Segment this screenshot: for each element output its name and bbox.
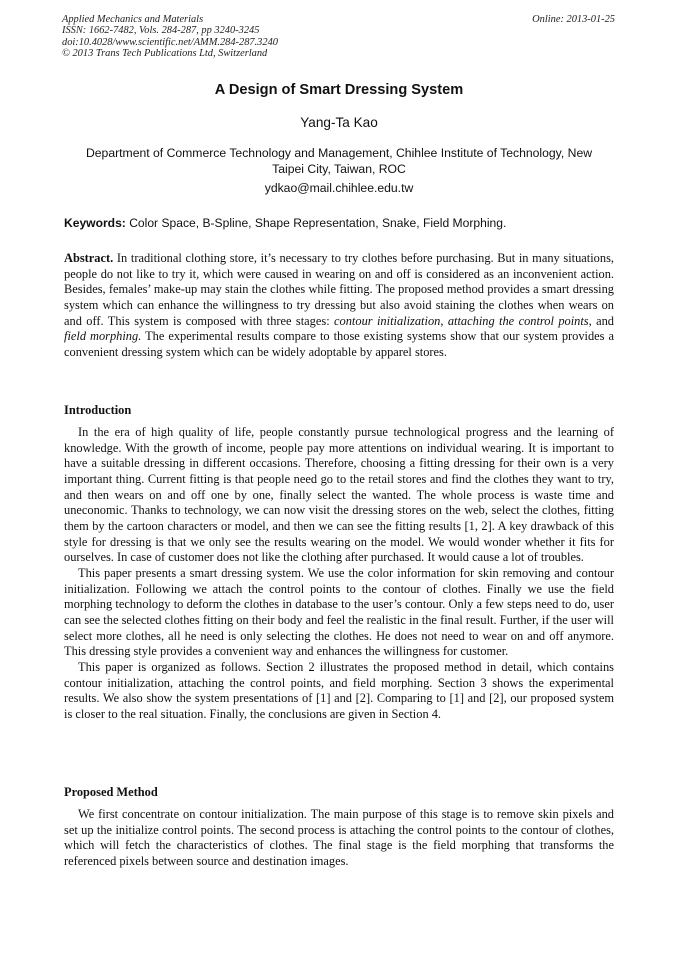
author-affiliation: Department of Commerce Technology and Management, Chihlee Institute of Technology, New Taipei City, Taiwan, ROC xyxy=(85,146,593,176)
abstract-text: The experimental results compare to those existing systems show that our system provides a convenient dressing system which can be widely adoptable by apparel stores. xyxy=(64,329,614,359)
abstract-stage-1: contour initialization xyxy=(334,313,441,328)
abstract-stage-3: field morphing. xyxy=(64,329,142,344)
abstract xyxy=(64,251,614,361)
journal-doi: doi:10.4028/www.scientific.net/AMM.284-287.3240 xyxy=(62,36,278,48)
author-name: Yang-Ta Kao xyxy=(300,115,378,130)
abstract-sep: , and xyxy=(588,313,614,328)
proposed-method-body xyxy=(64,807,614,870)
keywords-label: Keywords: xyxy=(64,216,126,230)
online-date: Online: 2013-01-25 xyxy=(532,14,615,25)
journal-name: Applied Mechanics and Materials xyxy=(62,14,204,25)
section-heading-proposed-method: Proposed Method xyxy=(64,785,158,799)
body-paragraph: This paper is organized as follows. Section 2 illustrates the proposed method in detail, which contains contour initialization, attaching the control points, and field morphing. Section 3 shows the experimental results. We also show the system presentations of [1] and [2]. Comparing to [1] and [2], our proposed system is closer to the real situation. Finally, the conclusions are given in Section 4. xyxy=(64,659,614,721)
abstract-stage-2: attaching the control points xyxy=(447,313,589,328)
abstract-sep: , xyxy=(440,313,448,328)
abstract-label: Abstract. xyxy=(64,251,114,265)
keywords-text: Color Space, B-Spline, Shape Representation, Snake, Field Morphing. xyxy=(125,216,507,230)
keywords xyxy=(64,216,615,231)
body-paragraph: In the era of high quality of life, people constantly pursue technological progress and the learning of knowledge. With the growth of income, people pay more attentions on individual wearing. It is important to have a suitable dressing in different occasions. Therefore, choosing a fitting dressing for their own is a very important thing. Current fitting is that people need go to the retail stores and find the clothes they want to try, and then wears on and off one by one, finally select the wanted. The whole process is waste time and uneconomic. Thanks to technology, we can now visit the dressing stores on the web, select the clothes, fitting them by the cartoon characters or model, and then we can see the fitting results [1, 2]. A key drawback of this style for dressing is that we only see the results wearing on the model. We would wonder whether it fits for ourselves. In case of customer does not like the clothing after purchased. It would cause a lot of troubles. xyxy=(64,425,614,565)
journal-header xyxy=(62,14,615,60)
author-email: ydkao@mail.chihlee.edu.tw xyxy=(264,181,414,195)
section-heading-introduction: Introduction xyxy=(64,403,132,417)
journal-issn: ISSN: 1662-7482, Vols. 284-287, pp 3240-3245 xyxy=(62,25,260,37)
body-paragraph: We first concentrate on contour initialization. The main purpose of this stage is to remove skin pixels and set up the initialize control points. The second process is attaching the control points to the contour of clothes, which will fetch the characteristics of clothes. The final stage is the field morphing that transforms the referenced pixels between source and destination images. xyxy=(64,807,614,868)
body-paragraph: This paper presents a smart dressing system. We use the color information for skin removing and contour initialization. Following we attach the control points to the contour of clothes. Finally we use the field morphing technology to deform the clothes in database to the user’s contour. Only a few steps need to do, user can see the selected clothes fitting on their body and feel the realistic in the final result. Further, if the user will select more clothes, all he need is only selecting the clothes. He does not need to wear on and off anymore. This dressing style provides a convenient way and enhances the willingness for customer. xyxy=(64,565,614,659)
abstract-text: In traditional clothing store, it’s necessary to try clothes before purchasing. But in many situations, people do not like to try it, which were caused in wearing on and off is considered as an inconvenient action. Besides, females’ make-up may stain the clothes while fitting. The proposed method provides a smart dressing system which can enhance the willingness to try dressing but also avoid staining the clothes when wears on and off. This system is composed with three stages: xyxy=(64,251,614,328)
introduction-body xyxy=(64,425,614,722)
paper-title: A Design of Smart Dressing System xyxy=(214,82,464,98)
abstract-paragraph xyxy=(64,251,614,361)
journal-copyright: © 2013 Trans Tech Publications Ltd, Switzerland xyxy=(62,48,268,60)
